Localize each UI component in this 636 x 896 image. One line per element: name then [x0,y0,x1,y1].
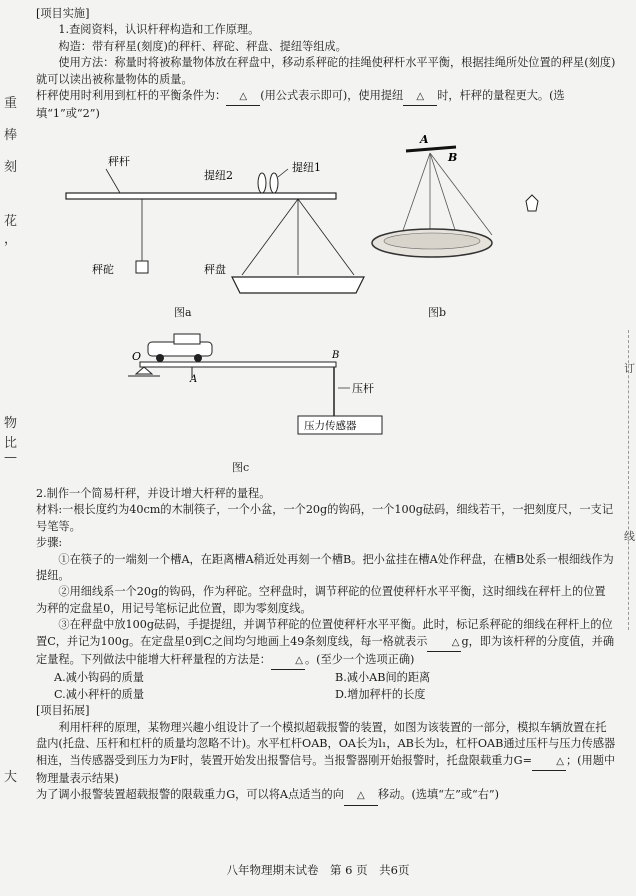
step-c [36,617,616,670]
option-b[interactable]: B.减小AB间的距离 [335,671,431,685]
knob-1 [270,173,278,193]
pan-string [242,199,298,275]
question-text: 杆秤使用时利用到杠杆的平衡条件为： [36,89,227,103]
option-a[interactable]: A.减小钩码的质量 [54,671,144,685]
photo-weight [526,195,538,211]
answer-blank[interactable] [271,652,305,670]
label-a: A [420,132,429,146]
step-c-text: g，即为该杆秤的分度值，并确定量程。下列做法中能增大杆秤量程的方法是： [36,634,615,667]
label-o: O [132,350,142,363]
figure-c-alarm [126,326,426,450]
option-list [36,670,616,703]
margin-char: 大 [4,770,18,785]
question-text: 时，杆秤的量程更大。(选填“1”或“2”) [36,89,565,121]
figure-b-photo [396,131,556,281]
answer-blank[interactable] [344,787,378,805]
extension-question [36,787,616,805]
step-c-text: ③在秤盘中放100g砝码，手提提纽，并调节秤砣的位置使秤杆水平平衡。此时，标记系秤砣的细线在秤杆上的位置C，并记为100g。在定盘星0到C之间均匀地画上49条刻度线，每一格就表示 [36,618,613,648]
binding-mark-xian: 线 [624,530,635,543]
step-c-text: 。(至少一个选项正确) [304,653,415,667]
label-a: A [190,374,198,385]
part2-title: 2.制作一个简易杆秤，并设计增大杆秤的量程。 [36,487,271,500]
answer-blank[interactable] [226,88,260,106]
photo-string [430,150,492,235]
blank-mark: △ [295,655,303,667]
press-rod-label: 压杆 [352,382,374,395]
section-title-implementation: [项目实施] [36,7,90,20]
margin-char: 刻 [4,160,18,175]
extension-text [36,720,616,788]
option-c[interactable]: C.减小秤杆的质量 [54,687,145,701]
weight-label: 秤砣 [92,262,114,276]
option-d[interactable]: D.增加秤杆的长度 [335,687,426,701]
answer-blank[interactable] [532,753,566,771]
figure-a-steelyard [36,127,366,277]
answer-blank[interactable] [427,634,461,652]
car-wheel [194,354,202,362]
rod-label-leader [106,169,120,193]
sensor-label: 压力传感器 [304,420,357,432]
margin-char: — [4,450,17,465]
step1-text: 1.查阅资料，认识杆秤构造和工作原理。 [58,23,260,37]
steps-label: 步骤: [36,536,63,550]
margin-char: 物 [4,416,18,431]
margin-char: 比 [4,436,18,451]
figure-b-caption: 图b [428,305,447,319]
blank-mark: △ [357,790,365,802]
blank-mark: △ [239,91,248,103]
question-text: (用公式表示即可)，使用提纽 [260,89,404,103]
knob2-label: 提纽2 [204,168,233,182]
step-a: ①在筷子的一端刻一个槽A，在距离槽A稍近处再刻一个槽B。把小盆挂在槽A处作秤盘，在槽B处系一根细线作为提纽。 [36,552,614,583]
usage-text: 使用方法：称量时将被称量物体放在秤盘中，移动系秤砣的挂绳使秤杆水平平衡，根据挂绳所处位置的秤星(刻度)就可以读出被称量物体的质量。 [36,56,616,86]
knob1-label: 提纽1 [292,160,321,174]
knob-2 [258,173,266,193]
car-wheel [156,354,164,362]
photo-string [430,150,458,239]
step-b: ②用细线系一个20g的钩码，作为秤砣。空秤盘时，调节秤砣的位置使秤杆水平平衡，这时细线在秤杆上的位置为秤的定盘星0，用记号笔标记此位置，即为零刻度线。 [36,585,606,615]
steelyard-pan [232,277,364,293]
steelyard-rod [66,193,336,199]
margin-char: ， [4,232,18,247]
pan-string [298,199,354,275]
margin-char: 棒 [4,128,18,143]
blank-mark: △ [556,755,564,767]
margin-char: 重 [4,96,18,111]
blank-mark: △ [451,636,460,648]
answer-blank[interactable] [403,88,437,106]
figure-c-caption: 图c [232,461,250,474]
binding-mark-ding: 订 [624,362,635,375]
label-b: B [448,150,458,164]
question-body [36,6,616,802]
extension-text-part: ；(用题中物理量表示结果) [36,753,616,785]
structure-text: 构造：带有秤星(刻度)的秤杆、秤砣、秤盘、提纽等组成。 [58,39,347,53]
photo-pan-inner [384,233,480,249]
blank-mark: △ [416,91,425,103]
materials-text: 材料:一根长度约为40cm的木制筷子，一个小盆，一个20g的钩码，一个100g砝码，细线若干，一把刻度尺，一支记号笔等。 [36,503,614,533]
lever-oab [140,362,336,367]
car-cabin [174,334,200,344]
steelyard-weight [136,261,148,273]
pan-label: 秤盘 [204,262,226,276]
extension-text-part: 为了调小报警装置超载报警的限载重力G，可以将A点适当的向 [36,788,344,802]
rod-label: 秤杆 [108,154,130,168]
photo-string [400,153,430,239]
pivot-o [136,367,152,374]
question-lever-condition [36,88,616,123]
label-b: B [332,350,340,361]
page-footer: 八年物理期末试卷 第 6 页 共6页 [226,863,410,877]
figure-a-caption: 图a [174,305,192,319]
extension-text-part: 利用杆秤的原理，某物理兴趣小组设计了一个模拟超载报警的装置，如图为该装置的一部分，模拟车辆放置在托盘内(托盘、压杆和杠杆的质量均忽略不计)。水平杠杆OAB，OA长为l₁，AB长为l₂，杠杆OAB通过压杆与压力传感器相连，当传感器受到压力为F时，装置开始发出报警信号。当报警器刚开始报警时，托盘限载重力G= [36,720,616,767]
binding-line [628,330,629,630]
section-title-extension: [项目拓展] [36,704,90,718]
knob1-leader [278,169,288,177]
margin-char: 花 [4,214,18,229]
extension-text-part: 移动。(选填“左”或“右”) [377,788,500,802]
part-2 [36,486,616,806]
